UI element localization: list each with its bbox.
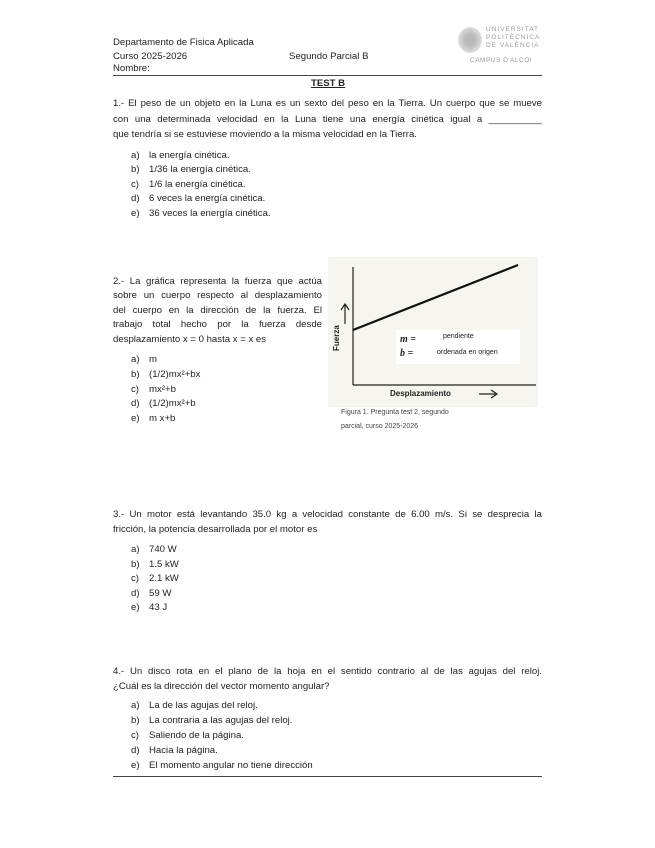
figure-caption: Figura 1. Pregunta test 2, segundo xyxy=(341,409,449,416)
option-letter: e) xyxy=(131,413,140,425)
q2-text: trabajo total hecho por la fuerza desde xyxy=(113,319,322,330)
option-letter: a) xyxy=(131,544,140,555)
q2-text: del cuerpo en la dirección de la fuerza. El xyxy=(113,305,322,316)
option-letter: b) xyxy=(131,164,140,176)
q1-option xyxy=(131,164,251,175)
option-letter: d) xyxy=(131,745,140,756)
q2-option xyxy=(131,354,157,365)
option-letter: c) xyxy=(131,573,139,585)
q3-text: fricción, la potencia desarrollada por el motor es xyxy=(113,524,318,535)
q2-text: sobre un cuerpo respecto al desplazamiento xyxy=(113,290,322,301)
university-logo xyxy=(458,25,546,65)
x-axis-label: Desplazamiento xyxy=(390,389,451,398)
logo-line: POLITÈCNICA xyxy=(486,34,541,41)
option-letter: d) xyxy=(131,587,140,599)
q4-text: 4.- Un disco rota en el plano de la hoja en el sentido contrario al de las agujas del reloj. xyxy=(113,666,542,677)
logo-line: DE VALÈNCIA xyxy=(486,42,540,49)
option-text: 43 J xyxy=(149,602,168,614)
q1-option xyxy=(131,150,230,161)
option-letter: a) xyxy=(131,354,140,365)
option-letter: b) xyxy=(131,558,140,570)
course: Curso 2025-2026 xyxy=(113,51,188,62)
option-text: mx²+b xyxy=(149,383,176,395)
option-text: La de las agujas del reloj. xyxy=(149,700,258,711)
option-letter: d) xyxy=(131,193,140,205)
footer-divider xyxy=(113,776,542,777)
q3-option xyxy=(131,544,177,555)
y-axis-label: Fuerza xyxy=(332,325,341,351)
option-text: 740 W xyxy=(149,544,177,555)
q1-option xyxy=(131,208,271,219)
header-divider xyxy=(113,75,542,76)
b-meaning: ordenada en origen xyxy=(437,349,498,356)
option-letter: c) xyxy=(131,178,139,190)
option-text: m xyxy=(149,354,157,365)
option-text: (1/2)mx²+b xyxy=(149,398,196,410)
q3-option xyxy=(131,602,167,613)
m-meaning: pendiente xyxy=(443,333,474,340)
q1-text: 1.- El peso de un objeto en la Luna es un sexto del peso en la Tierra. Un cuerpo que se mueve xyxy=(113,98,542,109)
option-text: 36 veces la energía cinética. xyxy=(149,207,271,219)
x-arrow-icon xyxy=(479,390,497,398)
q4-option xyxy=(131,715,292,726)
q2-option xyxy=(131,369,200,380)
q2-option xyxy=(131,413,175,424)
q2-text: desplazamiento x = 0 hasta x = x es xyxy=(113,334,267,345)
q2-text: 2.- La gráfica representa la fuerza que actúa xyxy=(113,276,322,287)
force-line xyxy=(353,265,518,330)
m-symbol: m = xyxy=(400,334,416,345)
option-letter: e) xyxy=(131,207,140,219)
q1-option xyxy=(131,179,246,190)
option-letter: c) xyxy=(131,730,139,741)
option-text: La contraria a las agujas del reloj. xyxy=(149,715,293,726)
q3-option xyxy=(131,573,179,584)
option-text: 2.1 kW xyxy=(149,573,179,585)
q2-option xyxy=(131,398,196,409)
q4-option xyxy=(131,730,244,741)
option-text: 1/36 la energía cinética. xyxy=(149,164,251,176)
q3-option xyxy=(131,588,171,599)
option-letter: b) xyxy=(131,368,140,380)
name-label: Nombre: xyxy=(113,63,150,74)
q3-option xyxy=(131,559,179,570)
option-text: (1/2)mx²+bx xyxy=(149,368,201,380)
q2-option xyxy=(131,384,176,395)
test-title: TEST B xyxy=(311,78,346,89)
q4-option xyxy=(131,700,258,711)
option-text: 59 W xyxy=(149,587,172,599)
q3-text: 3.- Un motor está levantando 35.0 kg a velocidad constante de 6.00 m/s. Si se desprecia la xyxy=(113,509,542,520)
q1-text: que tendría si se estuviese moviendo a la misma velocidad en la Tierra. xyxy=(113,129,417,140)
option-text: El momento angular no tiene dirección xyxy=(149,760,313,771)
q1-text: con una determinada velocidad en la Luna tiene una energía cinética igual a __________ xyxy=(113,114,542,125)
option-text: la energía cinética. xyxy=(149,150,230,161)
option-letter: a) xyxy=(131,150,140,161)
option-letter: d) xyxy=(131,398,140,410)
option-text: m x+b xyxy=(149,413,176,425)
q1-option xyxy=(131,193,265,204)
option-text: Saliendo de la página. xyxy=(149,730,244,741)
option-letter: a) xyxy=(131,700,140,711)
option-text: 1/6 la energía cinética. xyxy=(149,178,246,190)
department: Departamento de Fisica Aplicada xyxy=(113,37,254,48)
b-symbol: b = xyxy=(400,348,414,359)
logo-campus: CAMPUS D'ALCOI xyxy=(470,57,533,64)
option-letter: e) xyxy=(131,760,140,771)
option-letter: c) xyxy=(131,383,139,395)
option-text: 6 veces la energía cinética. xyxy=(149,193,266,205)
option-text: 1.5 kW xyxy=(149,558,179,570)
logo-line: UNIVERSITAT xyxy=(486,26,540,33)
q4-option xyxy=(131,745,218,756)
seal-icon xyxy=(458,27,482,53)
figure-caption: parcial, curso 2025-2026 xyxy=(341,423,419,430)
q4-option xyxy=(131,760,313,771)
exam-name: Segundo Parcial B xyxy=(289,51,369,62)
option-text: Hacia la página. xyxy=(149,745,218,756)
option-letter: e) xyxy=(131,602,140,614)
q4-text: ¿Cuál es la dirección del vector momento angular? xyxy=(113,681,330,692)
option-letter: b) xyxy=(131,715,140,726)
force-displacement-figure xyxy=(328,257,538,407)
y-arrow-icon xyxy=(341,304,349,324)
